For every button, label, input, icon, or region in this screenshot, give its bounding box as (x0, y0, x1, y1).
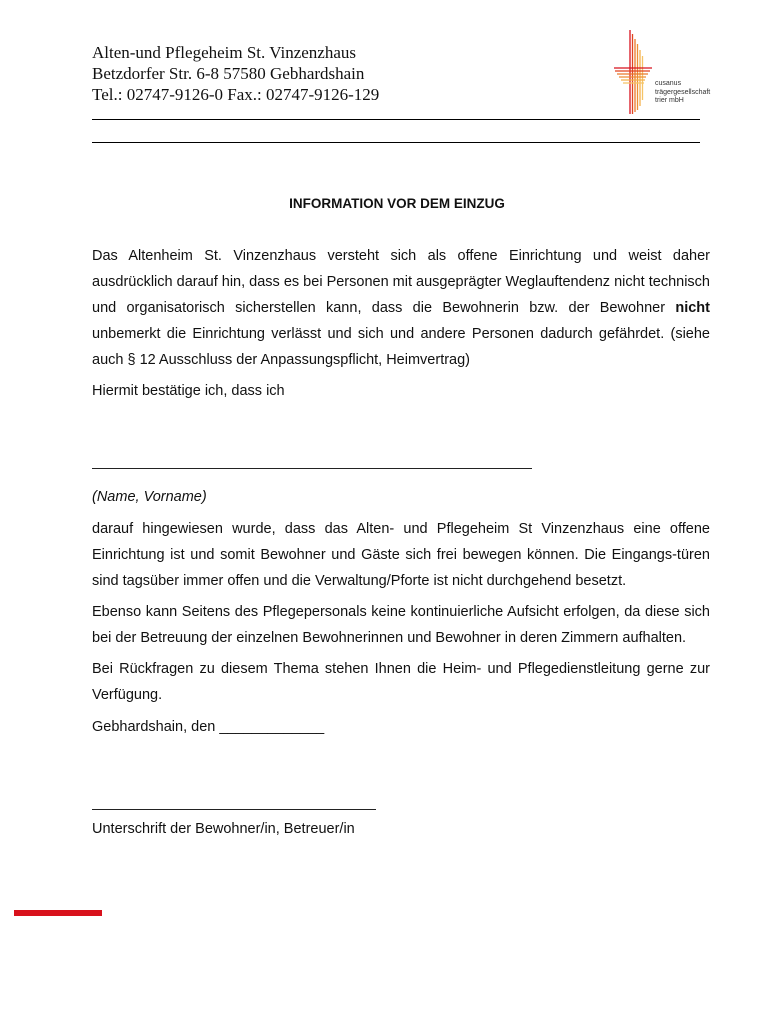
letterhead-phone-fax: Tel.: 02747-9126-0 Fax.: 02747-9126-129 (92, 85, 380, 104)
letterhead-address-name: Alten-und Pflegeheim St. Vinzenzhaus (92, 43, 356, 62)
name-label: (Name, Vorname) (92, 489, 207, 505)
header-rule-1 (92, 119, 700, 120)
intro-bold-word: nicht (675, 300, 710, 316)
confirmation-text: Hiermit bestätige ich, dass ich (92, 383, 285, 399)
notice-paragraph: darauf hingewiesen wurde, dass das Alten- und Pflegeheim St Vinzenzhaus eine offene Einrichtung ist und somit Bewohner und Gäste sich frei bewegen können. Die Eingangs-türen sind tagsüber immer offen und die Verwaltung/Pforte ist nicht durchgehend besetzt. (92, 521, 710, 589)
logo-text-line-3: trier mbH (655, 97, 684, 104)
signature-label: Unterschrift der Bewohner/in, Betreuer/in (92, 821, 355, 837)
supervision-paragraph: Ebenso kann Seitens des Pflegepersonals keine kontinuierliche Aufsicht erfolgen, da diese sich bei der Betreuung der einzelnen Bewohnerinnen und Bewohner in deren Zimmern aufhalten. (92, 604, 710, 646)
intro-paragraph (92, 243, 710, 373)
letterhead (92, 42, 379, 105)
header-rule-2 (92, 142, 700, 143)
intro-text-end: unbemerkt die Einrichtung verlässt und sich und andere Personen dadurch gefährdet. (siehe auch § 12 Ausschluss der Anpassungspflicht, Heimvertrag) (92, 326, 710, 368)
document-heading: INFORMATION VOR DEM EINZUG (289, 196, 505, 211)
logo-text (655, 80, 710, 106)
logo-text-line-1: cusanus (655, 80, 682, 87)
name-fill-line[interactable] (92, 468, 532, 469)
signature-fill-line[interactable] (92, 809, 376, 810)
document-body (92, 196, 710, 842)
contact-paragraph: Bei Rückfragen zu diesem Thema stehen Ihnen die Heim- und Pflegedienstleitung gerne zur Verfügung. (92, 661, 710, 703)
letterhead-street: Betzdorfer Str. 6-8 57580 Gebhardshain (92, 64, 365, 83)
logo-text-line-2: trägergesellschaft (655, 88, 711, 96)
date-line: Gebhardshain, den _____________ (92, 719, 325, 735)
intro-text-start: Das Altenheim St. Vinzenzhaus versteht sich als offene Einrichtung und weist daher ausdrücklich darauf hin, dass es bei Personen mit ausgeprägter Weglauftendenz nicht technisch und organisatorisch sicherstellen kann, dass die Bewohnerin bzw. der Bewohner (92, 248, 710, 316)
footer-accent-bar (14, 910, 102, 916)
